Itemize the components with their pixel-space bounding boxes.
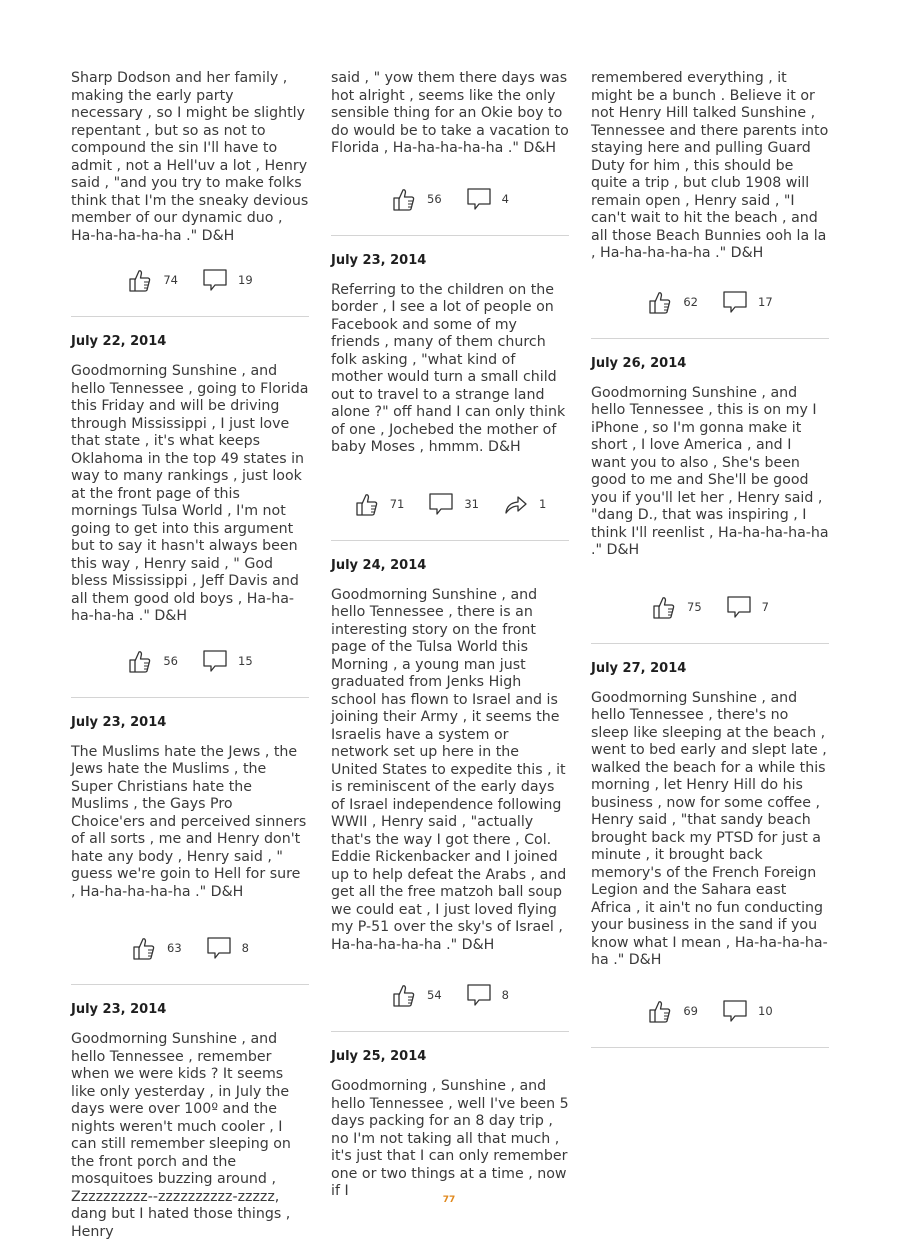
- post-stats: [591, 283, 829, 321]
- post-stats: [331, 180, 569, 218]
- post-stats: [71, 929, 309, 967]
- comment-count: 31: [464, 496, 479, 511]
- post: [331, 70, 569, 236]
- page-number: 77: [442, 1195, 456, 1205]
- post-text: The Muslims hate the Jews , the Jews hate the Muslims , the Super Christians hate the Muslims , the Gays Pro Choice'ers and perceived sinners of all sorts , me and Henry don't hate any body , Henry said , " guess we're goin to Hell for sure , Ha-ha-ha-ha-ha ." D&H: [71, 743, 307, 900]
- like-count: 56: [427, 191, 442, 206]
- speech-bubble-icon[interactable]: [466, 982, 492, 1008]
- post-text: Goodmorning Sunshine , and hello Tennessee , this is on my I iPhone , so I'm gonna make it short , I love America , and I want you to also , She's been good to me and She'll be good you if you'll let her , Henry said , "dang D., that was inspiring , I think I'll reenlist , Ha-ha-ha-ha-ha ." D&H: [591, 384, 829, 558]
- like-count: 71: [389, 496, 405, 511]
- post: [331, 558, 569, 1033]
- post: [591, 70, 829, 339]
- comment-stat[interactable]: [466, 186, 509, 212]
- post-stats: [331, 976, 569, 1014]
- like-count: 75: [687, 599, 702, 614]
- like-stat[interactable]: [651, 594, 702, 620]
- like-count: 69: [683, 1003, 698, 1018]
- post-divider: [331, 235, 569, 236]
- post-date: July 27, 2014: [591, 660, 687, 676]
- speech-bubble-icon[interactable]: [202, 267, 228, 293]
- comment-stat[interactable]: [726, 594, 769, 620]
- column-1: [71, 70, 309, 1241]
- comment-stat[interactable]: [428, 491, 479, 517]
- post-divider: [331, 540, 569, 541]
- speech-bubble-icon[interactable]: [722, 289, 748, 315]
- post-stats: [71, 261, 309, 299]
- post-divider: [71, 984, 309, 985]
- like-count: 56: [163, 653, 178, 668]
- speech-bubble-icon[interactable]: [726, 594, 752, 620]
- post-stats: [71, 642, 309, 680]
- post-date: July 22, 2014: [71, 334, 167, 349]
- speech-bubble-icon[interactable]: [466, 186, 492, 212]
- comment-count: 8: [501, 988, 509, 1002]
- post-text: Goodmorning Sunshine , and hello Tennessee , there's no sleep like sleeping at the beach , went to bed early and slept late , walked the beach for a while this morning , let Henry Hill do his business , now for some coffee , Henry said , "that sandy beach brought back my PTSD for just a minute , it brought back memory's of the French Foreign Legion and the Sahara east Africa , it ain't no fun conducting your business in the sand if you know what I mean , Ha-ha-ha-ha-ha ." D&H: [591, 689, 828, 968]
- speech-bubble-icon[interactable]: [206, 935, 232, 961]
- comment-count: 17: [758, 294, 773, 309]
- post-text: remembered everything , it might be a bunch . Believe it or not Henry Hill talked Sunshine , Tennessee and there parents into staying here and pulling Guard Duty for him , this should be quite a trip , but club 1908 will remain open , Henry said , "I can't wait to hit the beach , and all those Beach Bunnies ooh la la , Ha-ha-ha-ha-ha ." D&H: [591, 70, 829, 261]
- speech-bubble-icon[interactable]: [202, 648, 228, 674]
- post-date: July 23, 2014: [331, 252, 427, 268]
- post: [591, 661, 829, 1048]
- comment-count: 19: [238, 273, 253, 287]
- comment-stat[interactable]: [466, 982, 509, 1008]
- like-stat[interactable]: [127, 648, 178, 674]
- like-stat[interactable]: [354, 491, 405, 517]
- post: [71, 1002, 309, 1241]
- post-divider: [71, 697, 309, 698]
- comment-count: 4: [501, 191, 509, 206]
- thumbs-up-icon[interactable]: [131, 935, 157, 961]
- post-text: Referring to the children on the border , I see a lot of people on Facebook and some of my friends , many of them church folk asking , "what kind of mother would turn a small child out to travel to a strange land alone ?" off hand I can only think of one , Jochebed the mother of baby Moses , hmmm. D&H: [331, 281, 566, 455]
- share-arrow-icon[interactable]: [503, 491, 529, 517]
- post-divider: [71, 316, 309, 317]
- thumbs-up-icon[interactable]: [391, 186, 417, 212]
- post-date: July 23, 2014: [71, 714, 167, 730]
- comment-stat[interactable]: [722, 998, 773, 1024]
- column-3: [591, 70, 829, 1065]
- like-stat[interactable]: [391, 186, 442, 212]
- like-stat[interactable]: [131, 935, 182, 961]
- comment-count: 15: [238, 653, 253, 668]
- thumbs-up-icon[interactable]: [127, 648, 153, 674]
- comment-stat[interactable]: [206, 935, 249, 961]
- comment-stat[interactable]: [722, 289, 773, 315]
- post: [71, 70, 309, 317]
- thumbs-up-icon[interactable]: [651, 594, 677, 620]
- like-count: 54: [427, 988, 442, 1002]
- like-stat[interactable]: [127, 267, 178, 293]
- like-stat[interactable]: [647, 998, 698, 1024]
- like-count: 74: [163, 273, 178, 287]
- comment-stat[interactable]: [202, 267, 253, 293]
- thumbs-up-icon[interactable]: [647, 998, 673, 1024]
- speech-bubble-icon[interactable]: [428, 491, 454, 517]
- post-text: Sharp Dodson and her family , making the early party necessary , so I might be slightly repentant , but so as not to compound the sin I'll have to admit , not a Hell'uv a lot , Henry said , "and you try to make folks think that I'm the sneaky devious member of our dynamic duo , Ha-ha-ha-ha-ha ." D&H: [71, 70, 309, 244]
- thumbs-up-icon[interactable]: [647, 289, 673, 315]
- post: [591, 356, 829, 644]
- comment-count: 8: [241, 941, 249, 955]
- post-date: July 24, 2014: [331, 557, 427, 573]
- share-count: 1: [538, 496, 547, 511]
- like-count: 62: [683, 294, 698, 309]
- post-date: July 26, 2014: [591, 355, 687, 371]
- post-text: Goodmorning Sunshine , and hello Tennessee , going to Florida this Friday and will be driving through Mississippi , I just love that state , it's what keeps Oklahoma in the top 49 states in way to many rankings , just look at the front page of this mornings Tulsa World , I'm not going to get into this argument but to say it hasn't always been this way , Henry said , " God bless Mississippi , Jeff Davis and all them good old boys , Ha-ha-ha-ha-ha ." D&H: [71, 363, 309, 624]
- comment-count: 7: [761, 599, 769, 614]
- post-divider: [591, 1047, 829, 1048]
- post-stats: [591, 588, 829, 626]
- post-date: July 23, 2014: [71, 1002, 167, 1017]
- thumbs-up-icon[interactable]: [391, 982, 417, 1008]
- like-stat[interactable]: [391, 982, 442, 1008]
- post-divider: [591, 643, 829, 644]
- thumbs-up-icon[interactable]: [354, 491, 380, 517]
- speech-bubble-icon[interactable]: [722, 998, 748, 1024]
- post-divider: [331, 1031, 569, 1032]
- comment-stat[interactable]: [202, 648, 253, 674]
- column-2: [331, 70, 569, 1201]
- like-count: 63: [167, 941, 182, 955]
- post: [71, 715, 309, 986]
- thumbs-up-icon[interactable]: [127, 267, 153, 293]
- post-stats: [591, 992, 829, 1030]
- like-stat[interactable]: [647, 289, 698, 315]
- post-date: July 25, 2014: [331, 1049, 427, 1064]
- post-text: Goodmorning , Sunshine , and hello Tennessee , well I've been 5 days packing for an 8 day trip , no I'm not taking all that much , it's just that I can only remember one or two things at a time , now if I: [331, 1078, 569, 1199]
- post: [71, 334, 309, 698]
- share-stat[interactable]: [503, 491, 546, 517]
- post-text: Goodmorning Sunshine , and hello Tennessee , there is an interesting story on the front page of the Tulsa World this Morning , a young man just graduated from Jenks High school has flown to Israel and is joining their Army , it seems the Israelis have a system or network set up here in the United States to expedite this , it is reminiscent of the early days of Israel independence following WWII , Henry said , "actually that's the way I got there , Col. Eddie Rickenbacker and I joined up to help defeat the Arabs , and get all the free matzoh ball soup we could eat , I just loved flying my P-51 over the sky's of Israel , Ha-ha-ha-ha-ha ." D&H: [331, 586, 567, 953]
- comment-count: 10: [758, 1003, 773, 1018]
- post-stats: [331, 485, 569, 523]
- post-divider: [591, 338, 829, 339]
- post: [331, 253, 569, 541]
- post-text: said , " yow them there days was hot alright , seems like the only sensible thing for an Okie boy to do would be to take a vacation to Florida , Ha-ha-ha-ha-ha ." D&H: [331, 70, 569, 156]
- post-text: Goodmorning Sunshine , and hello Tennessee , remember when we were kids ? It seems like only yesterday , in July the days were over 100º and the nights weren't much cooler , I can still remember sleeping on the front porch and the mosquitoes buzzing around , Zzzzzzzzzz--zzzzzzzzzz-zzzzz, dang but I hated those things , Henry: [71, 1031, 291, 1240]
- post: [331, 1049, 569, 1201]
